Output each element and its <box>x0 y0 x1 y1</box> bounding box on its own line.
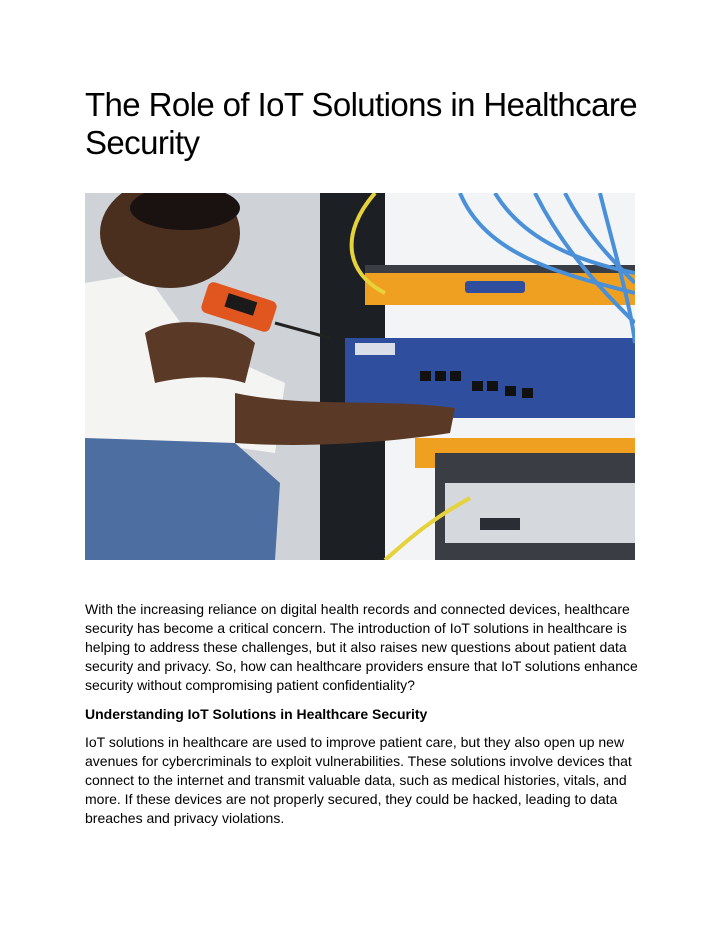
section-paragraph: IoT solutions in healthcare are used to improve patient care, but they also open up new avenues for cybercriminals to exploit vulnerabilities. These solutions involve devices that connect to the internet and transmit valuable data, such as medical histories, vitals, and more. If these devices are not properly secured, they could be hacked, leading to data breaches and privacy violations. <box>85 734 632 826</box>
page-title: The Role of IoT Solutions in Healthcare Security <box>85 86 637 161</box>
technician-network-rack-photo <box>85 193 635 560</box>
section-heading: Understanding IoT Solutions in Healthcare Security <box>85 706 428 722</box>
intro-paragraph: With the increasing reliance on digital health records and connected devices, healthcare security has become a critical concern. The introduction of IoT solutions in healthcare is helping to address these challenges, but it also raises new questions about patient data security and privacy. So, how can healthcare providers ensure that IoT solutions enhance security without compromising patient confidentiality? <box>85 601 638 693</box>
